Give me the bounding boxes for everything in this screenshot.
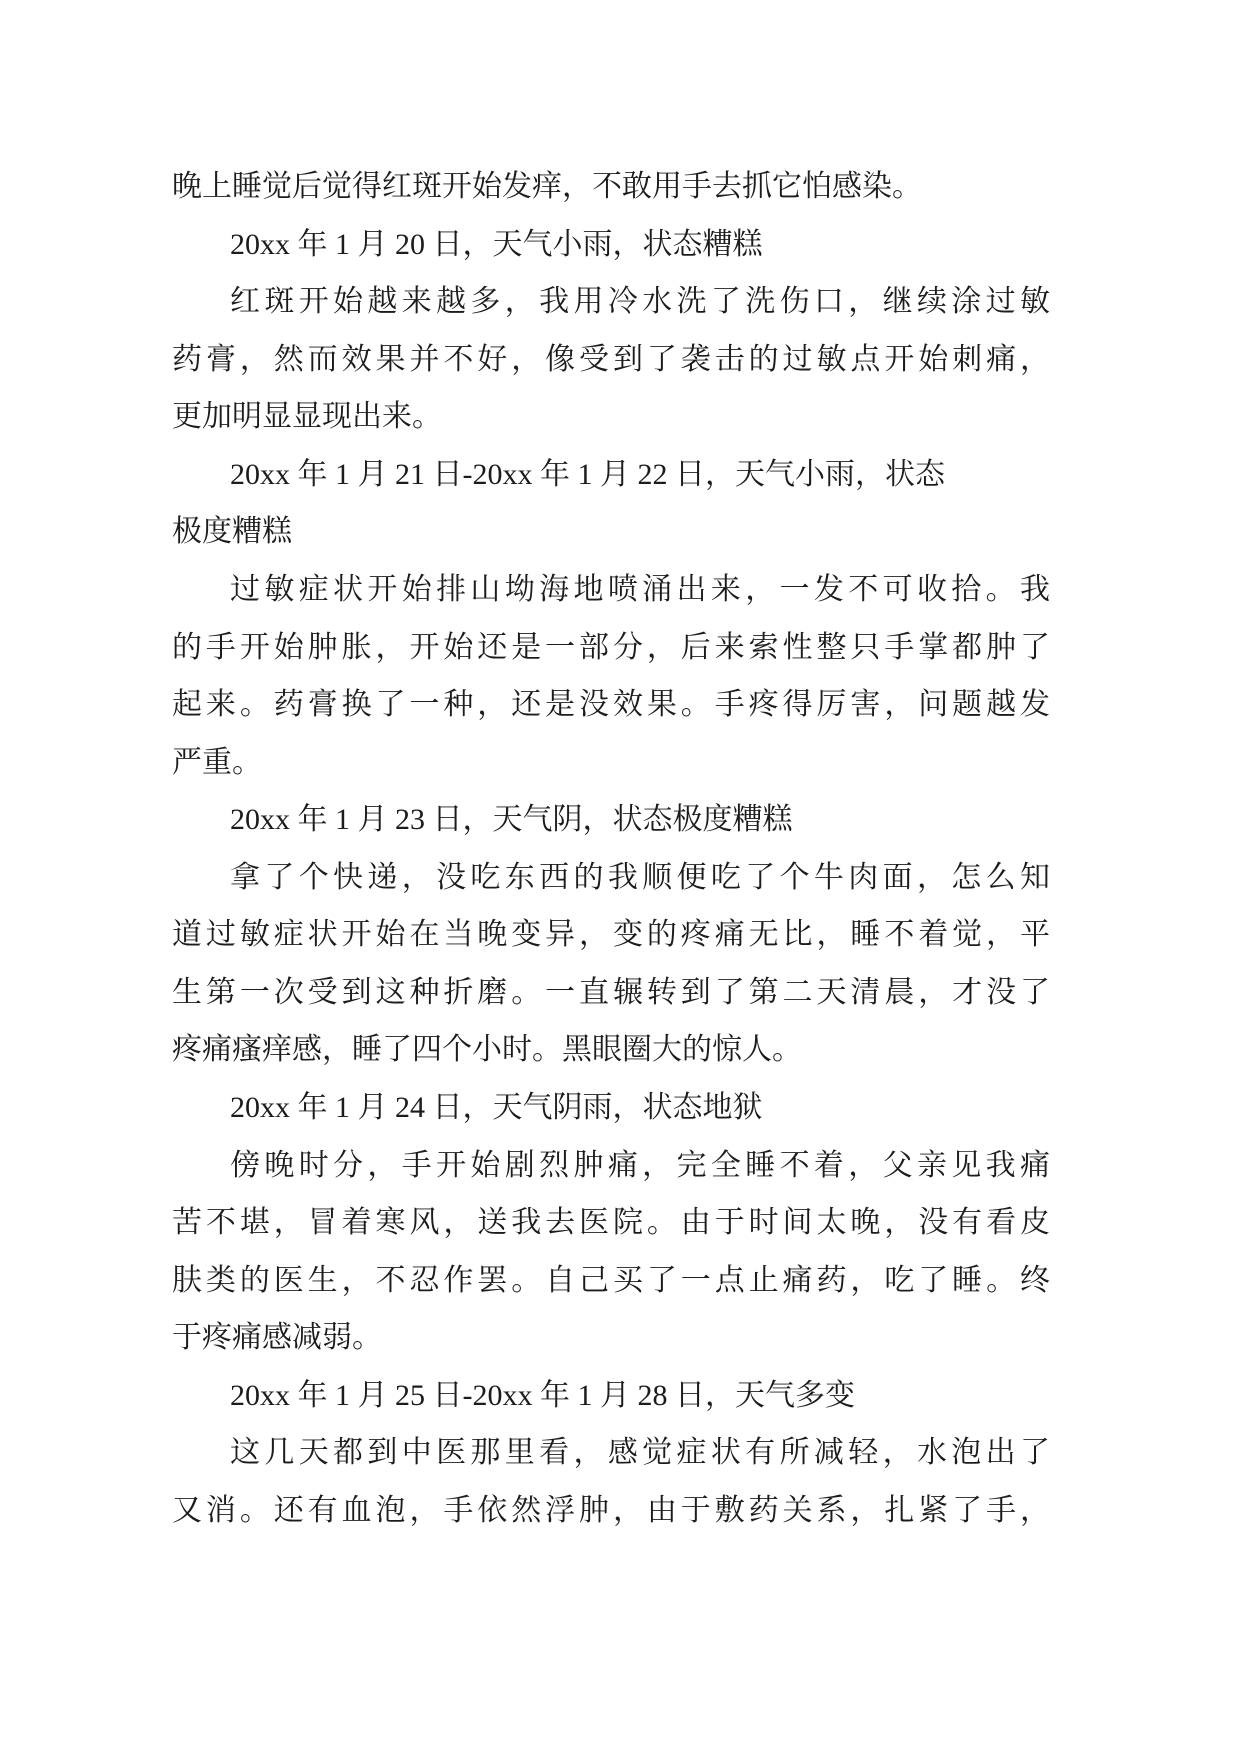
text-line: 20xx 年 1 月 20 日，天气小雨，状态糟糕 xyxy=(230,227,763,261)
text-line: 过敏症状开始排山坳海地喷涌出来，一发不可收拾。我 xyxy=(230,572,1050,606)
paragraph xyxy=(172,158,1050,216)
paragraph xyxy=(172,1137,1050,1367)
text-line: 极度糟糕 xyxy=(172,515,292,549)
text-line: 又消。还有血泡，手依然浮肿，由于敷药关系，扎紧了手， xyxy=(172,1493,1050,1527)
text-line: 苦不堪，冒着寒风，送我去医院。由于时间太晚，没有看皮 xyxy=(172,1206,1050,1240)
text-line: 起来。药膏换了一种，还是没效果。手疼得厉害，问题越发 xyxy=(172,688,1050,722)
diary-date-heading xyxy=(172,446,1050,561)
text-line: 20xx 年 1 月 21 日-20xx 年 1 月 22 日，天气小雨，状态 xyxy=(230,457,945,491)
text-line: 这几天都到中医那里看，感觉症状有所减轻，水泡出了 xyxy=(230,1436,1050,1470)
text-line: 拿了个快递，没吃东西的我顺便吃了个牛肉面，怎么知 xyxy=(230,860,1050,894)
text-line: 晚上睡觉后觉得红斑开始发痒，不敢用手去抓它怕感染。 xyxy=(172,170,922,203)
text-line: 20xx 年 1 月 23 日，天气阴，状态极度糟糕 xyxy=(230,803,793,837)
text-line: 傍晚时分，手开始剧烈肿痛，完全睡不着，父亲见我痛 xyxy=(230,1148,1050,1182)
text-line: 肤类的医生，不忍作罢。自己买了一点止痛药，吃了睡。终 xyxy=(172,1263,1050,1297)
text-line: 的手开始肿胀，开始还是一部分，后来索性整只手掌都肿了 xyxy=(172,630,1050,664)
text-line: 红斑开始越来越多，我用冷水洗了洗伤口，继续涂过敏 xyxy=(230,285,1050,319)
diary-date-heading xyxy=(172,1367,1050,1425)
text-line: 生第一次受到这种折磨。一直辗转到了第二天清晨，才没了 xyxy=(172,975,1050,1009)
paragraph xyxy=(172,561,1050,791)
text-line: 疼痛瘙痒感，睡了四个小时。黑眼圈大的惊人。 xyxy=(172,1033,802,1067)
paragraph xyxy=(172,273,1050,446)
diary-date-heading xyxy=(172,791,1050,849)
paragraph xyxy=(172,1424,1050,1539)
text-line: 20xx 年 1 月 25 日-20xx 年 1 月 28 日，天气多变 xyxy=(230,1378,855,1412)
diary-date-heading xyxy=(172,1079,1050,1137)
text-line: 严重。 xyxy=(172,745,262,779)
text-line: 药膏，然而效果并不好，像受到了袭击的过敏点开始刺痛， xyxy=(172,342,1050,376)
text-line: 更加明显显现出来。 xyxy=(172,400,442,434)
diary-date-heading xyxy=(172,216,1050,274)
text-line: 道过敏症状开始在当晚变异，变的疼痛无比，睡不着觉，平 xyxy=(172,918,1050,952)
document-body xyxy=(172,158,1050,1540)
paragraph xyxy=(172,849,1050,1079)
text-line: 于疼痛感减弱。 xyxy=(172,1321,382,1355)
text-line: 20xx 年 1 月 24 日，天气阴雨，状态地狱 xyxy=(230,1091,763,1124)
